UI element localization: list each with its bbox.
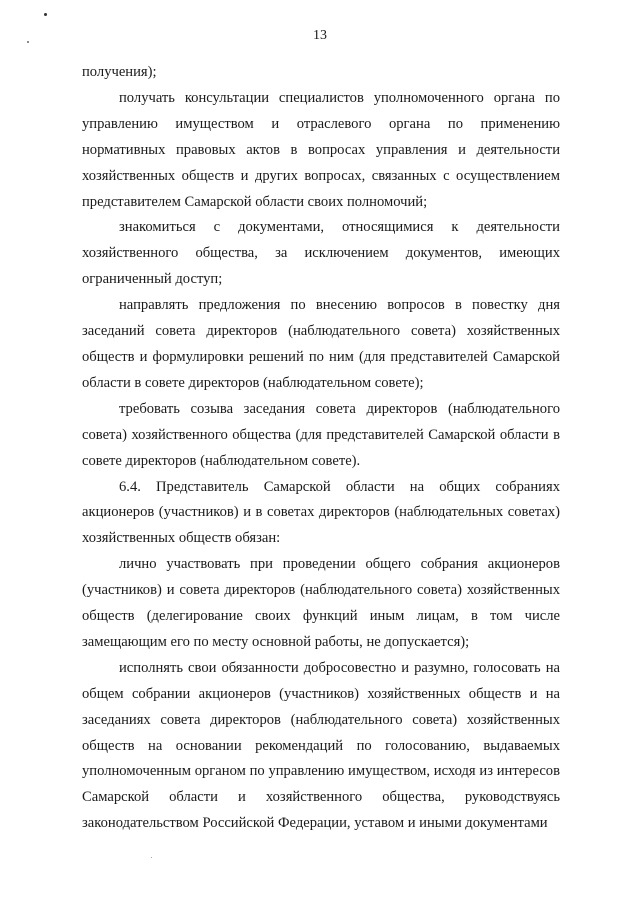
paragraph-documents: знакомиться с документами, относящимися к деятельности хозяйственного общества, за исключением документов, имеющих ограниченный доступ;: [82, 219, 560, 288]
scan-speck: [151, 857, 152, 858]
document-body: [82, 60, 560, 837]
page-number: 13: [313, 28, 327, 43]
paragraph-consultations: получать консультации специалистов уполномоченного органа по управлению имуществом и отраслевого органа по применению нормативных правовых актов в вопросах управления и деятельности хозяйственных обществ и других вопросах, связанных с осуществлением представителем Самарской области своих полномочий;: [82, 89, 560, 210]
paragraph-convene-meeting: требовать созыва заседания совета директоров (наблюдательного совета) хозяйственного общества (для представителей Самарской области в совете директоров (наблюдательном совете).: [82, 400, 560, 469]
scan-speck: [44, 13, 47, 16]
paragraph-proposals: направлять предложения по внесению вопросов в повестку дня заседаний совета директоров (наблюдательного совета) хозяйственных обществ и формулировки решений по ним (для представителей Самарской области в совете директоров (наблюдательном совете);: [82, 297, 560, 391]
paragraph-participate-personally: лично участвовать при проведении общего собрания акционеров (участников) и совета директоров (наблюдательного совета) хозяйственных обществ (делегирование своих функций иным лицам, в том числе замещающим его по месту основной работы, не допускается);: [82, 556, 560, 650]
paragraph-section-6-4: 6.4. Представитель Самарской области на общих собраниях акционеров (участников) и в советах директоров (наблюдательных советах) хозяйственных обществ обязан:: [82, 478, 560, 547]
paragraph-continuation: получения);: [82, 64, 157, 80]
paragraph-duties-voting: исполнять свои обязанности добросовестно и разумно, голосовать на общем собрании акционеров (участников) хозяйственных обществ и на заседаниях совета директоров (наблюдательного совета) хозяйственных обществ на основании рекомендаций по голосованию, выдаваемых уполномоченным органом по управлению имуществом, исходя из интересов Самарской области и хозяйственного общества, руководствуясь законодательством Российской Федерации, уставом и иными документами: [82, 659, 560, 832]
